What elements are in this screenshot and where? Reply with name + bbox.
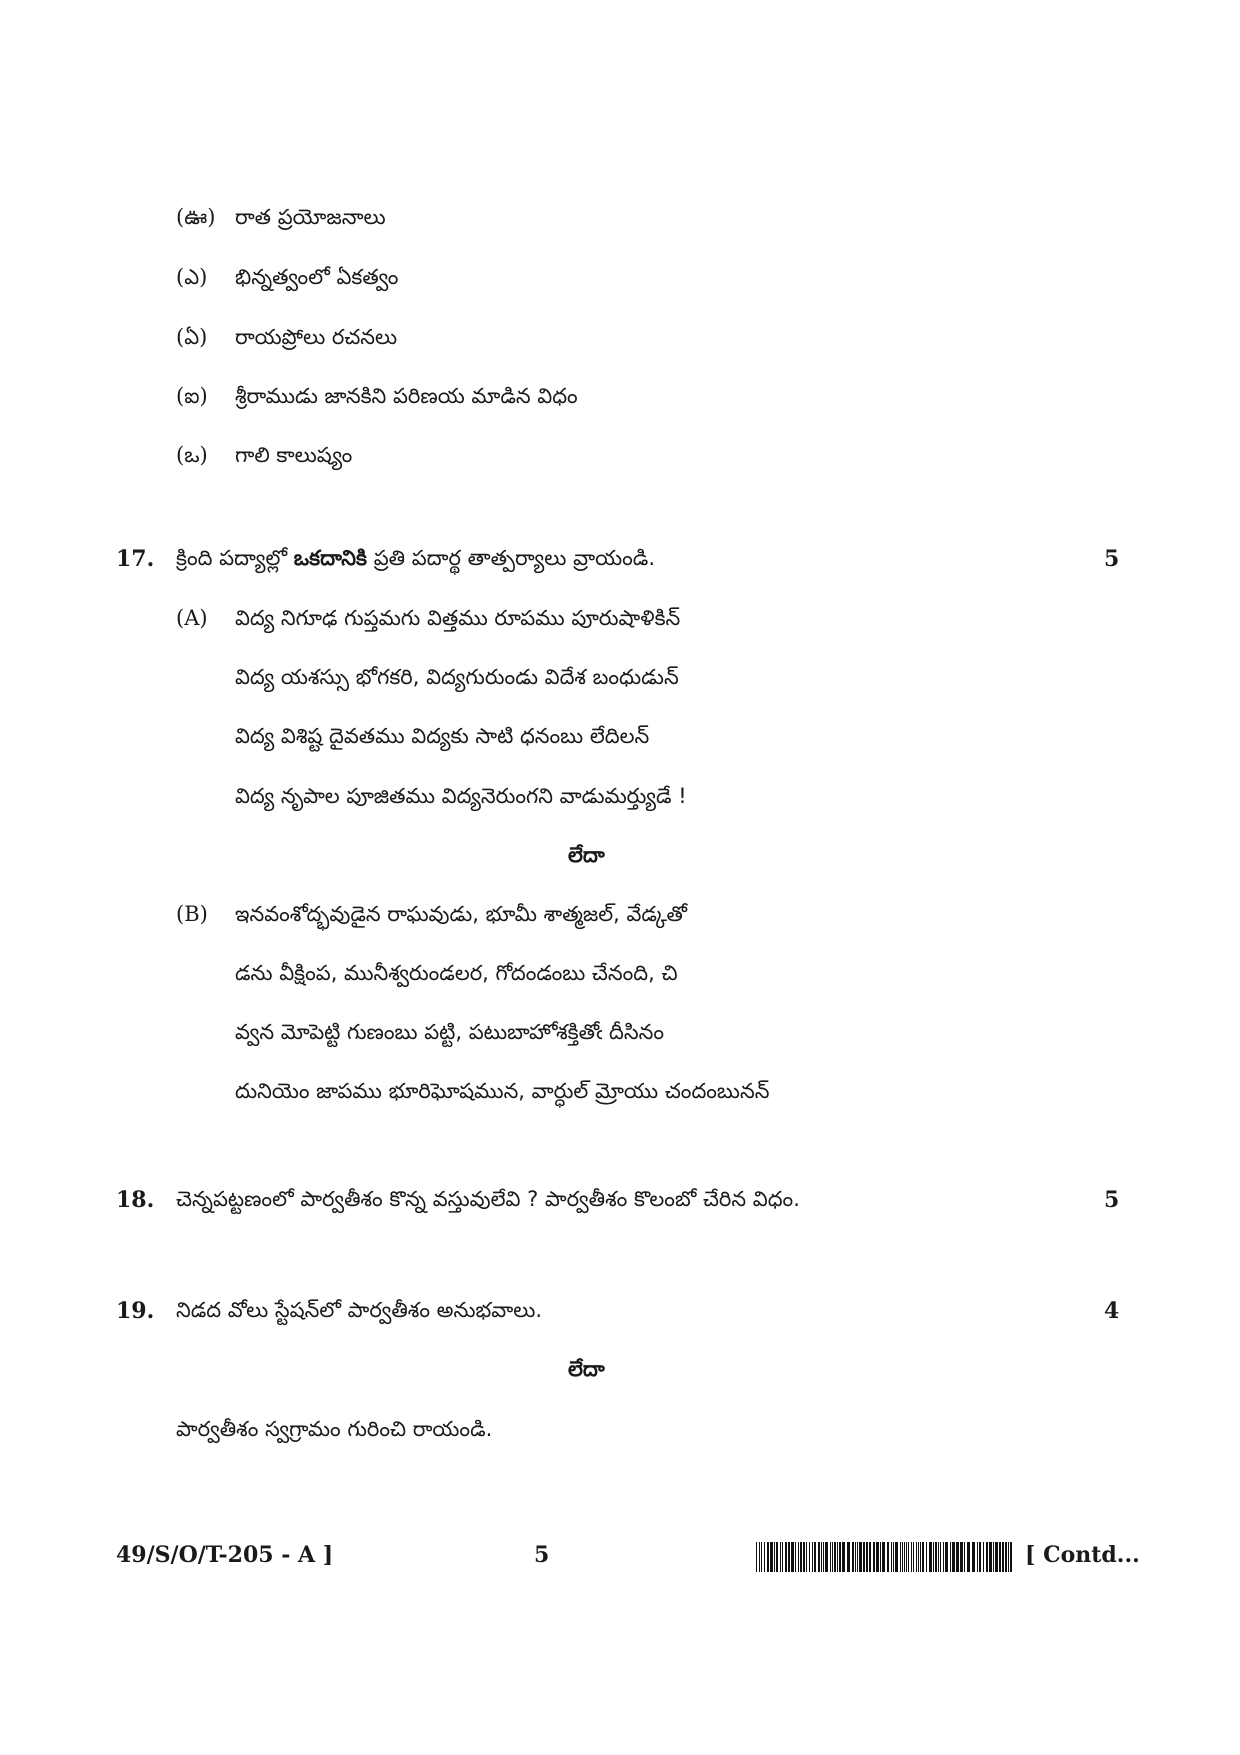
question-text-emphasis: ఒకదానికి: [293, 546, 368, 570]
poem-line: విద్య నిగూఢ గుప్తమగు విత్తము రూపము పూరుషాళికిన్: [235, 606, 681, 630]
question-text: [176, 546, 655, 576]
option-text: రాయప్రోలు రచనలు: [235, 325, 398, 349]
contd-label: [ Contd...: [1025, 1542, 1140, 1568]
question-marks: 5: [1104, 1187, 1120, 1213]
or-separator: లేదా: [568, 843, 605, 867]
poem-line: దునియెం జాపము భూరిఘోషమున, వార్ధుల్ మ్రోయు చందంబునన్: [235, 1079, 770, 1103]
poem-line: డను వీక్షింప, మునీశ్వరుండలర, గోదండంబు చేనంది, చి: [235, 961, 678, 985]
question-marks: 5: [1104, 546, 1120, 572]
poem-line: విద్య నృపాల పూజితము విద్యనెరుంగని వాడుమర్త్యుడే !: [235, 784, 687, 808]
poem-line: వ్వన మోపెట్టి గుణంబు పట్టి, పటుబాహోశక్తితోఁ దీసినం: [235, 1020, 665, 1044]
question-number: 18.: [116, 1187, 155, 1213]
question-text-part: ప్రతి పదార్థ తాత్పర్యాలు వ్రాయండి.: [367, 546, 655, 570]
poem-label: (B): [176, 902, 208, 926]
option-label: (ఐ): [176, 384, 208, 408]
question-marks: 4: [1104, 1298, 1120, 1324]
option-text: రాత ప్రయోజనాలు: [235, 205, 386, 229]
option-text: గాలి కాలుష్యం: [235, 443, 353, 467]
option-label: (ఏ): [176, 325, 208, 349]
question-text: చెన్నపట్టణంలో పార్వతీశం కొన్న వస్తువులేవి ? పార్వతీశం కొలంబో చేరిన విధం.: [176, 1187, 800, 1211]
or-separator: లేదా: [568, 1357, 605, 1381]
poem-line: విద్య యశస్సు భోగకరి, విద్యగురుండు విదేశ బంధుడున్: [235, 665, 679, 689]
option-label: (ఒ): [176, 443, 208, 467]
poem-label: (A): [176, 606, 208, 630]
option-label: (ఊ): [176, 205, 216, 229]
option-text: భిన్నత్వంలో ఏకత్వం: [235, 265, 399, 289]
question-text: నిడద వోలు స్టేషన్‌లో పార్వతీశం అనుభవాలు.: [176, 1298, 543, 1322]
barcode: [756, 1542, 1018, 1572]
option-label: (ఎ): [176, 265, 208, 289]
poem-line: ఇనవంశోద్భవుడైన రాఘవుడు, భూమీ శాత్మజల్, వేడ్కతో: [235, 902, 687, 926]
option-text: శ్రీరాముడు జానకిని పరిణయ మాడిన విధం: [235, 384, 578, 408]
page-number: 5: [534, 1542, 550, 1568]
paper-code: 49/S/O/T-205 - A ]: [116, 1542, 334, 1568]
poem-line: విద్య విశిష్ట దైవతము విద్యకు సాటి ధనంబు లేదిలన్: [235, 724, 650, 748]
question-number: 17.: [116, 546, 155, 572]
question-alt-text: పార్వతీశం స్వగ్రామం గురించి రాయండి.: [176, 1417, 493, 1441]
question-number: 19.: [116, 1298, 155, 1324]
question-text-part: క్రింది పద్యాల్లో: [176, 546, 294, 570]
